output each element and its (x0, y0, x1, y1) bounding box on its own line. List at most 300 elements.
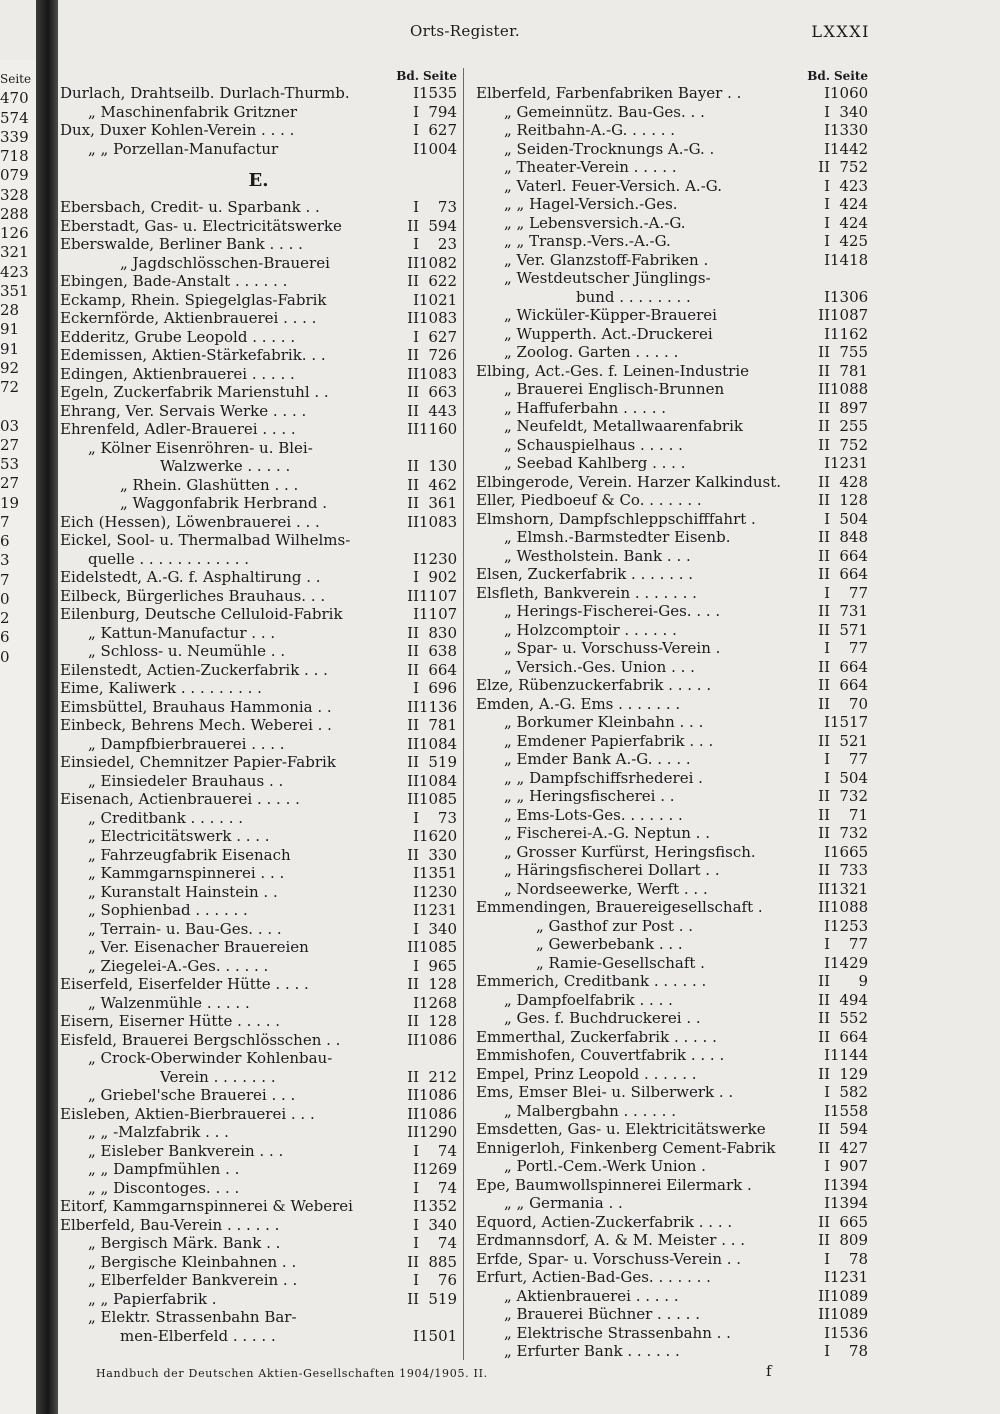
index-entry (476, 935, 868, 954)
page-reference: 1136 (419, 697, 458, 716)
page-header-label: Seite (422, 69, 457, 83)
page-reference: 443 (428, 401, 457, 420)
volume-number: I (413, 102, 419, 121)
page-reference: 1394 (830, 1194, 869, 1212)
index-entry (60, 1234, 457, 1253)
volume-number: II (407, 660, 419, 679)
entry-name: „ Wupperth. Act.-Druckerei (504, 324, 713, 343)
index-entry (60, 476, 457, 495)
facing-page-number: 6 (0, 532, 10, 550)
page-reference: 361 (428, 494, 457, 512)
index-entry (60, 309, 457, 328)
page-reference: 1107 (419, 605, 458, 623)
entry-name: Eckamp, Rhein. Spiegelglas-Fabrik (60, 290, 327, 309)
volume-number: II (818, 1212, 830, 1231)
entry-name: Eidelstedt, A.-G. f. Asphaltirung . . (60, 568, 321, 586)
volume-number: II (407, 420, 419, 438)
section-letter: E. (248, 170, 269, 191)
entry-name: „ Seebad Kahlberg . . . . (504, 454, 686, 472)
page-reference: 830 (428, 623, 457, 642)
volume-number: II (818, 787, 830, 805)
entry-name: Equord, Actien-Zuckerfabrik . . . . (476, 1212, 733, 1231)
page-reference: 1087 (830, 306, 869, 324)
entry-name: „ Jagdschlösschen-Brauerei (120, 253, 330, 272)
entry-name: „ Emdener Papierfabrik . . . (504, 731, 714, 750)
page-reference: 77 (848, 639, 868, 657)
index-entry (60, 1290, 457, 1309)
page-reference: 571 (839, 620, 868, 639)
facing-page-number: 91 (0, 320, 20, 339)
page-reference: 733 (839, 861, 868, 879)
page-reference: 781 (839, 361, 868, 380)
index-entry (476, 954, 868, 973)
page-reference: 504 (839, 509, 868, 528)
entry-name: „ Ziegelei-A.-Ges. . . . . . (88, 956, 269, 975)
entry-name: „ Waggonfabrik Herbrand . (120, 494, 328, 512)
index-entry (60, 513, 457, 532)
index-entry (60, 217, 457, 236)
volume-number: I (413, 993, 419, 1012)
entry-name: „ Elektr. Strassenbahn Bar- (88, 1308, 297, 1326)
facing-page-number: 27 (0, 435, 20, 454)
index-entry (476, 824, 868, 843)
volume-number: II (407, 364, 419, 383)
entry-name: Epe, Baumwollspinnerei Eilermark . (476, 1175, 752, 1194)
page-reference: 664 (428, 660, 457, 679)
volume-number: II (818, 805, 830, 824)
page-reference: 128 (839, 491, 868, 509)
volume-number: I (413, 235, 419, 253)
entry-name: Durlach, Drahtseilb. Durlach-Thurmb. (60, 84, 350, 102)
index-entry (476, 1268, 868, 1287)
page-reference: 732 (839, 787, 868, 805)
entry-name: „ „ Germania . . (504, 1194, 623, 1212)
entry-name: „ Nordseewerke, Werft . . . (504, 879, 708, 898)
volume-number: II (818, 380, 830, 398)
column-header (476, 68, 868, 84)
volume-number: I (413, 864, 419, 882)
page-reference: 1501 (419, 1326, 458, 1345)
page-title: Orts-Register. (410, 22, 520, 40)
entry-name: „ Ver. Eisenacher Brauereien (88, 938, 309, 956)
index-entry (60, 1068, 457, 1087)
entry-name: quelle . . . . . . . . . . . . (88, 549, 250, 568)
index-entry (476, 1324, 868, 1343)
index-entry (476, 1176, 868, 1195)
index-entry (60, 568, 457, 587)
volume-number: II (407, 734, 419, 753)
facing-page-number: 423 (0, 262, 29, 281)
index-entry (476, 1046, 868, 1065)
facing-page-page-numbers (0, 70, 36, 667)
index-entry (60, 254, 457, 273)
facing-page-number: 321 (0, 243, 29, 262)
entry-name: Eitorf, Kammgarnspinnerei & Weberei (60, 1197, 353, 1215)
volume-number: II (818, 1027, 830, 1046)
volume-number: II (407, 272, 419, 290)
page-reference: 627 (428, 121, 457, 139)
page-reference: 340 (428, 1215, 457, 1234)
page-reference: 1083 (419, 512, 458, 531)
page-reference: 885 (428, 1252, 457, 1271)
volume-number: I (824, 176, 830, 195)
index-entry (476, 1028, 868, 1047)
entry-name: Ennigerloh, Finkenberg Cement-Fabrik (476, 1138, 776, 1157)
page-reference: 77 (848, 750, 868, 768)
entry-name: „ Einsiedeler Brauhaus . . (88, 771, 284, 790)
entry-name: Erfurt, Actien-Bad-Ges. . . . . . . (476, 1268, 711, 1286)
index-entry (476, 991, 868, 1010)
entry-name: „ Versich.-Ges. Union . . . (504, 657, 695, 676)
entry-name: Eisenach, Actienbrauerei . . . . . (60, 790, 300, 808)
index-entry (60, 1308, 457, 1327)
entry-name: „ Kuranstalt Hainstein . . (88, 882, 278, 901)
index-entry (60, 103, 457, 122)
page-reference: 1535 (419, 84, 458, 102)
entry-name: Emsdetten, Gas- u. Elektricitätswerke (476, 1120, 766, 1138)
volume-number: II (407, 216, 419, 235)
index-entry (476, 121, 868, 140)
page-reference: 1085 (419, 790, 458, 808)
entry-name: „ Bergische Kleinbahnen . . (88, 1252, 297, 1271)
volume-number: II (407, 586, 419, 605)
page-reference: 1084 (419, 734, 458, 753)
volume-number: II (818, 417, 830, 435)
page-reference: 1418 (830, 250, 869, 269)
index-entry (476, 584, 868, 603)
volume-number: II (407, 1012, 419, 1030)
page-reference: 77 (848, 583, 868, 602)
entry-name: Edemissen, Aktien-Stärkefabrik. . . (60, 346, 326, 364)
page-reference: 1394 (830, 1175, 869, 1194)
page-header-label: Seite (833, 69, 868, 83)
index-entry (60, 439, 457, 458)
page-reference: 1231 (419, 901, 458, 919)
volume-number: I (824, 768, 830, 787)
volume-number: I (413, 1160, 419, 1178)
column-divider (463, 68, 464, 1360)
entry-name: „ Grosser Kurfürst, Heringsfisch. (504, 842, 756, 861)
facing-page-number: 27 (0, 474, 20, 493)
index-entry (476, 399, 868, 418)
volume-number: I (413, 605, 419, 623)
volume-number: I (824, 121, 830, 139)
entry-name: Erdmannsdorf, A. & M. Meister . . . (476, 1231, 746, 1249)
facing-page-number: 7 (0, 570, 10, 589)
volume-number: II (407, 1086, 419, 1104)
volume-number: I (413, 198, 419, 216)
entry-name: „ Griebel'sche Brauerei . . . (88, 1086, 296, 1104)
index-entry (60, 346, 457, 365)
entry-name: „ „ Heringsfischerei . . (504, 787, 675, 805)
volume-header: Bd. (807, 69, 830, 83)
index-entry (60, 735, 457, 754)
volume-number: I (824, 713, 830, 731)
index-entry (476, 1009, 868, 1028)
entry-name: Ems, Emser Blei- u. Silberwerk . . (476, 1083, 734, 1101)
volume-number: II (407, 309, 419, 327)
index-entry (60, 809, 457, 828)
page-reference: 424 (839, 195, 868, 213)
page-reference: 1162 (830, 324, 869, 343)
index-entry (476, 843, 868, 862)
page-reference: 1306 (830, 287, 869, 306)
index-entry (60, 605, 457, 624)
entry-name: Ebersbach, Credit- u. Sparbank . . (60, 198, 320, 216)
entry-name: Eller, Piedboeuf & Co. . . . . . . (476, 491, 702, 509)
page-reference: 1268 (419, 993, 458, 1012)
entry-name: „ Neufeldt, Metallwaarenfabrik (504, 417, 743, 435)
entry-name: bund . . . . . . . . (576, 287, 691, 306)
page-reference: 664 (839, 676, 868, 694)
index-entry (60, 994, 457, 1013)
index-entry (60, 121, 457, 140)
volume-number: I (824, 583, 830, 602)
entry-name: „ Zoolog. Garten . . . . . (504, 343, 679, 361)
page-reference: 1085 (419, 938, 458, 956)
index-entry (476, 1342, 868, 1361)
volume-number: II (818, 528, 830, 546)
entry-name: „ „ Porzellan-Manufactur (88, 139, 279, 158)
volume-number: II (407, 1067, 419, 1086)
page-reference: 1086 (419, 1104, 458, 1123)
page-reference: 1536 (830, 1323, 869, 1342)
page-reference: 128 (428, 1012, 457, 1030)
entry-name: „ Bergisch Märk. Bank . . (88, 1234, 281, 1252)
page-reference: 627 (428, 327, 457, 346)
volume-number: II (407, 938, 419, 956)
index-entry (60, 402, 457, 421)
page-reference: 552 (839, 1009, 868, 1027)
page-reference: 664 (839, 657, 868, 676)
entry-name: „ Emder Bank A.-G. . . . . (504, 750, 691, 768)
page-reference: 1269 (419, 1160, 458, 1178)
facing-page-number: 574 (0, 108, 29, 127)
entry-name: „ „ -Malzfabrik . . . (88, 1123, 229, 1141)
index-entry (476, 713, 868, 732)
page-footer: Handbuch der Deutschen Aktien-Gesellschaften 1904/1905. II. (96, 1367, 488, 1380)
entry-name: Emmerich, Creditbank . . . . . . (476, 972, 707, 990)
index-entry (476, 1102, 868, 1121)
entry-name: „ „ Papierfabrik . (88, 1289, 217, 1308)
volume-number: II (407, 494, 419, 512)
entry-name: Eilbeck, Bürgerliches Brauhaus. . . (60, 586, 326, 605)
entry-name: Eickel, Sool- u. Thermalbad Wilhelms- (60, 531, 351, 549)
index-entry (60, 624, 457, 643)
entry-name: „ Borkumer Kleinbahn . . . (504, 713, 704, 731)
index-entry (476, 676, 868, 695)
page-reference: 638 (428, 642, 457, 660)
page-reference: 794 (428, 102, 457, 121)
page-reference: 582 (839, 1083, 868, 1101)
entry-name: „ Herings-Fischerei-Ges. . . . (504, 602, 721, 620)
page-reference: 521 (839, 731, 868, 750)
index-entry (60, 1271, 457, 1290)
index-entry (476, 84, 868, 103)
index-entry (476, 362, 868, 381)
entry-name: Elsen, Zuckerfabrik . . . . . . . (476, 565, 694, 583)
volume-number: II (407, 1289, 419, 1308)
page-reference: 73 (437, 808, 457, 827)
page-reference: 428 (839, 472, 868, 491)
page-reference: 663 (428, 383, 457, 401)
volume-number: II (818, 602, 830, 620)
volume-number: II (407, 383, 419, 401)
volume-number: II (407, 401, 419, 420)
volume-number: II (818, 361, 830, 380)
page-reference: 129 (839, 1064, 868, 1083)
volume-number: II (818, 731, 830, 750)
index-entry (60, 716, 457, 735)
volume-number: I (824, 139, 830, 158)
index-entry (60, 1012, 457, 1031)
entry-name: „ Creditbank . . . . . . (88, 808, 244, 827)
index-entry (60, 1142, 457, 1161)
entry-name: Ebingen, Bade-Anstalt . . . . . . (60, 272, 288, 290)
facing-page-number (0, 397, 36, 416)
entry-name: Eiserfeld, Eiserfelder Hütte . . . . (60, 975, 309, 993)
signature-mark: f (766, 1362, 772, 1380)
index-entry (60, 531, 457, 550)
index-entry (60, 1105, 457, 1124)
index-entry (476, 232, 868, 251)
column-header (60, 68, 457, 84)
volume-number: II (407, 1030, 419, 1049)
page-reference: 78 (848, 1342, 868, 1360)
index-entry (60, 328, 457, 347)
entry-name: „ Gasthof zur Post . . (536, 916, 694, 935)
entry-name: „ Brauerei Büchner . . . . . (504, 1305, 700, 1323)
entry-name: „ Elmsh.-Barmstedter Eisenb. (504, 528, 731, 546)
page-reference: 897 (839, 398, 868, 417)
volume-number: I (824, 250, 830, 269)
page-reference: 907 (839, 1157, 868, 1175)
page-reference: 9 (858, 972, 868, 990)
facing-page-number: 328 (0, 185, 29, 204)
page-reference: 902 (428, 568, 457, 586)
index-entry (476, 750, 868, 769)
entry-name: „ Ges. f. Buchdruckerei . . (504, 1009, 701, 1027)
page-reference: 1086 (419, 1086, 458, 1104)
index-entry (60, 957, 457, 976)
entry-name: „ Vaterl. Feuer-Versich. A.-G. (504, 176, 722, 195)
page-reference: 1517 (830, 713, 869, 731)
volume-number: II (818, 306, 830, 324)
page-reference: 1290 (419, 1123, 458, 1141)
index-entry (476, 417, 868, 436)
page-reference: 1083 (419, 364, 458, 383)
facing-page-number: 339 (0, 127, 29, 146)
entry-name: Verein . . . . . . . (160, 1067, 276, 1086)
volume-number: II (407, 512, 419, 531)
index-entry (60, 938, 457, 957)
page-reference: 1089 (830, 1286, 869, 1305)
index-entry (60, 846, 457, 865)
volume-number: II (818, 1286, 830, 1305)
entry-name: Elberfeld, Farbenfabriken Bayer . . (476, 84, 742, 102)
volume-number: I (824, 195, 830, 213)
facing-page-number: 718 (0, 147, 29, 165)
index-entry (60, 587, 457, 606)
index-entry (476, 436, 868, 455)
entry-name: „ Fahrzeugfabrik Eisenach (88, 845, 291, 864)
index-entry (476, 325, 868, 344)
index-entry (476, 769, 868, 788)
index-entry (476, 158, 868, 177)
index-entry (476, 806, 868, 825)
volume-number: I (824, 1249, 830, 1268)
entry-name: Elze, Rübenzuckerfabrik . . . . . (476, 676, 712, 694)
entry-name: Empel, Prinz Leopold . . . . . . (476, 1064, 697, 1083)
volume-number: II (818, 694, 830, 713)
volume-number: II (818, 1009, 830, 1027)
entry-name: „ Elberfelder Bankverein . . (88, 1271, 298, 1289)
facing-page-number: 28 (0, 301, 20, 319)
entry-name: Einbeck, Behrens Mech. Weberei . . (60, 716, 332, 734)
facing-page-number: 351 (0, 281, 29, 300)
entry-name: Dux, Duxer Kohlen-Verein . . . . (60, 121, 295, 139)
volume-number: I (824, 1268, 830, 1286)
entry-name: „ „ Dampfschiffsrhederei . (504, 768, 703, 787)
volume-number: I (824, 935, 830, 953)
entry-name: Edingen, Aktienbrauerei . . . . . (60, 364, 295, 383)
page-reference: 340 (839, 102, 868, 121)
entry-name: men-Elberfeld . . . . . (120, 1326, 276, 1345)
page-reference: 1084 (419, 771, 458, 790)
volume-number: II (818, 343, 830, 361)
entry-name: Einsiedel, Chemnitzer Papier-Fabrik (60, 753, 336, 771)
index-entry (60, 291, 457, 310)
entry-name: „ Terrain- u. Bau-Ges. . . . (88, 919, 282, 938)
entry-name: Ehrang, Ver. Servais Werke . . . . (60, 401, 307, 420)
facing-page-number: 53 (0, 455, 20, 473)
entry-name: Eisern, Eiserner Hütte . . . . . (60, 1012, 281, 1030)
volume-number: I (824, 750, 830, 768)
index-entry (476, 861, 868, 880)
page-reference: 1021 (419, 290, 458, 309)
page-reference: 423 (839, 176, 868, 195)
page-reference: 665 (839, 1212, 868, 1231)
index-entry (60, 365, 457, 384)
page-reference: 965 (428, 956, 457, 975)
page-reference: 594 (428, 216, 457, 235)
entry-name: Elmshorn, Dampfschleppschifffahrt . (476, 509, 756, 528)
entry-name: „ „ Lebensversich.-A.-G. (504, 213, 686, 232)
index-entry (476, 1120, 868, 1139)
index-entry (60, 698, 457, 717)
volume-number: I (413, 139, 419, 158)
page-reference: 781 (428, 716, 457, 734)
index-entry (476, 639, 868, 658)
index-entry (60, 1123, 457, 1142)
entry-name: „ Theater-Verein . . . . . (504, 158, 677, 176)
entry-name: „ Maschinenfabrik Gritzner (88, 102, 298, 121)
page-reference: 494 (839, 990, 868, 1009)
index-entry (476, 658, 868, 677)
volume-number: II (818, 879, 830, 898)
index-entry (476, 621, 868, 640)
volume-number: II (818, 1231, 830, 1249)
volume-number: II (818, 1138, 830, 1157)
entry-name: Eilenstedt, Actien-Zuckerfabrik . . . (60, 660, 328, 679)
volume-number: I (824, 287, 830, 306)
volume-number: II (407, 346, 419, 364)
page-reference: 340 (428, 919, 457, 938)
page-reference: 696 (428, 679, 457, 697)
page-reference: 519 (428, 1289, 457, 1308)
page-reference: 752 (839, 158, 868, 176)
entry-name: „ „ Dampfmühlen . . (88, 1160, 240, 1178)
